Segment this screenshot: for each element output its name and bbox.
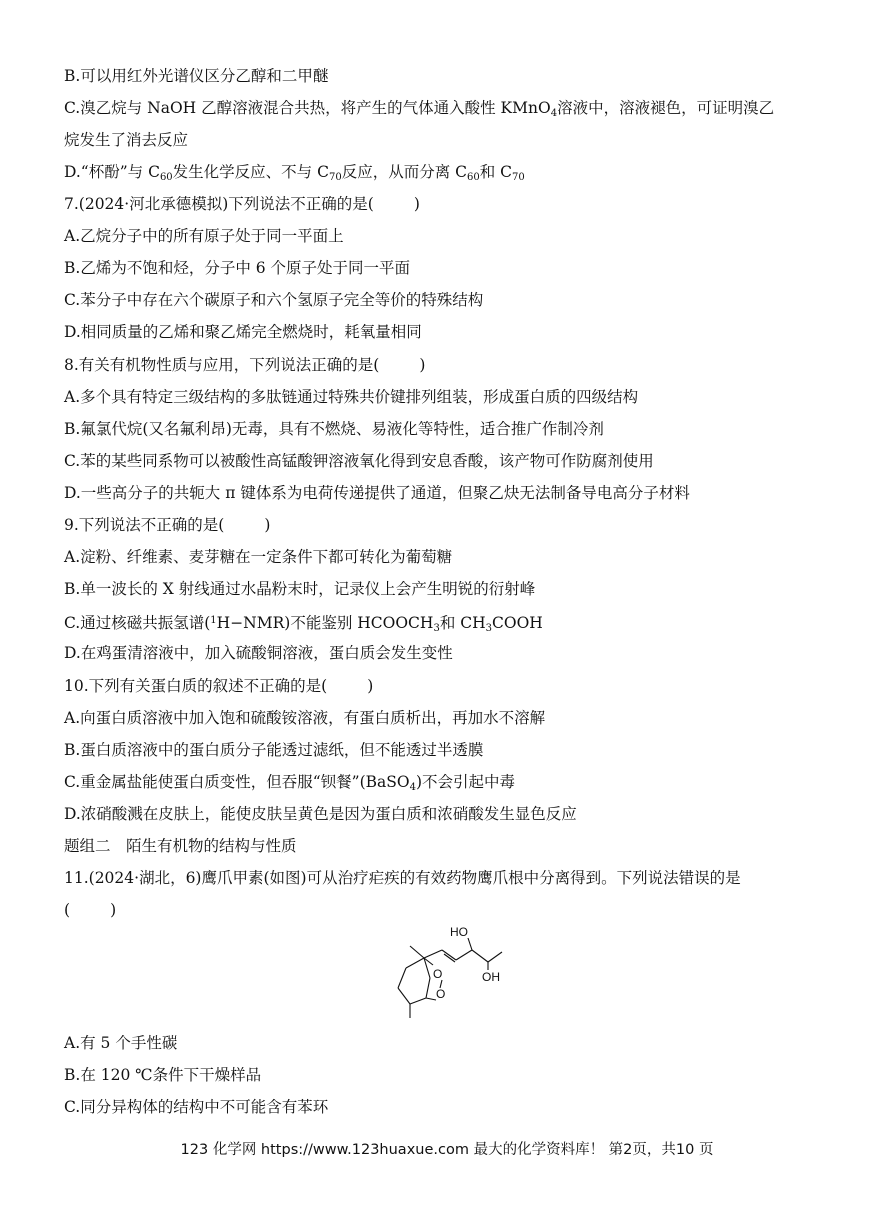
page-footer: 123 化学网 https://www.123huaxue.com 最大的化学资料库！ 第2页，共10 页 [180,1142,714,1158]
option-a-q8: A.多个具有特定三级结构的多肽链通过特殊共价键排列组装，形成蛋白质的四级结构 [64,388,639,406]
question-11-paren: ( ) [64,901,117,919]
section-heading: 题组二 陌生有机物的结构与性质 [64,837,297,855]
option-d-q8: D.一些高分子的共轭大 π 键体系为电荷传递提供了通道，但聚乙炔无法制备导电高分子材料 [64,484,690,502]
question-11-stem: 11.(2024·湖北，6)鹰爪甲素(如图)可从治疗疟疾的有效药物鹰爪根中分离得到。下列说法错误的是 [64,869,741,887]
question-8-stem: 8.有关有机物性质与应用，下列说法正确的是( ) [64,356,426,374]
question-9-stem: 9.下列说法不正确的是( ) [64,516,271,534]
option-d-q9: D.在鸡蛋清溶液中，加入硫酸铜溶液，蛋白质会发生变性 [64,644,453,662]
option-c-q9: C.通过核磁共振氢谱($^1$H−NMR)不能鉴别 $HCOOCH_3$和 $CH_3COOH$ [64,614,543,634]
option-c-q11: C.同分异构体的结构中不可能含有苯环 [64,1098,329,1116]
option-c-q8: C.苯的某些同系物可以被酸性高锰酸钾溶液氧化得到安息香酸，该产物可作防腐剂使用 [64,452,654,470]
option-c-q10: C.重金属盐能使蛋白质变性，但吞服“钡餐”(BaSO$_4$)不会引起中毒 [64,773,516,793]
label-oh: OH [482,970,500,984]
option-b-q8: B.氟氯代烷(又名氟利昂)无毒，具有不燃烧、易液化等特性，适合推广作制冷剂 [64,420,604,438]
option-a-q9: A.淀粉、纤维素、麦芽糖在一定条件下都可转化为葡萄糖 [64,548,453,566]
option-c-q7: C.苯分子中存在六个碳原子和六个氢原子完全等价的特殊结构 [64,291,484,309]
option-b-q7: B.乙烯为不饱和烃，分子中 6 个原子处于同一平面 [64,259,411,277]
option-b-q6: B.可以用红外光谱仪区分乙醇和二甲醚 [64,67,329,85]
molecule-svg [384,918,524,1028]
option-b-q10: B.蛋白质溶液中的蛋白质分子能透过滤纸，但不能透过半透膜 [64,741,484,759]
label-ho: HO [450,925,468,939]
option-a-q10: A.向蛋白质溶液中加入饱和硫酸铵溶液，有蛋白质析出，再加水不溶解 [64,709,546,727]
molecule-structure [384,918,524,1028]
option-b-q9: B.单一波长的 X 射线通过水晶粉末时，记录仪上会产生明锐的衍射峰 [64,580,536,598]
question-10-stem: 10.下列有关蛋白质的叙述不正确的是( ) [64,677,374,695]
label-o-1: O [433,967,443,981]
question-7-stem: 7.(2024·河北承德模拟)下列说法不正确的是( ) [64,195,420,213]
option-c-q6-line1: C.溴乙烷与 NaOH 乙醇溶液混合共热，将产生的气体通入酸性 KMnO$_4$溶液中，溶液褪色，可证明溴乙 [64,99,775,119]
option-d-q7: D.相同质量的乙烯和聚乙烯完全燃烧时，耗氧量相同 [64,323,422,341]
option-c-q6-line2: 烷发生了消去反应 [64,131,189,149]
option-d-q10: D.浓硝酸溅在皮肤上，能使皮肤呈黄色是因为蛋白质和浓硝酸发生显色反应 [64,805,577,823]
option-d-q6: D.“杯酚”与 $C_{60}$发生化学反应、不与 $C_{70}$反应，从而分离 $C_{60}$和 $C_{70}$ [64,163,525,183]
option-a-q11: A.有 5 个手性碳 [64,1034,178,1052]
label-o-2: O [436,987,446,1001]
option-b-q11: B.在 120 ℃条件下干燥样品 [64,1066,262,1084]
option-a-q7: A.乙烷分子中的所有原子处于同一平面上 [64,227,344,245]
